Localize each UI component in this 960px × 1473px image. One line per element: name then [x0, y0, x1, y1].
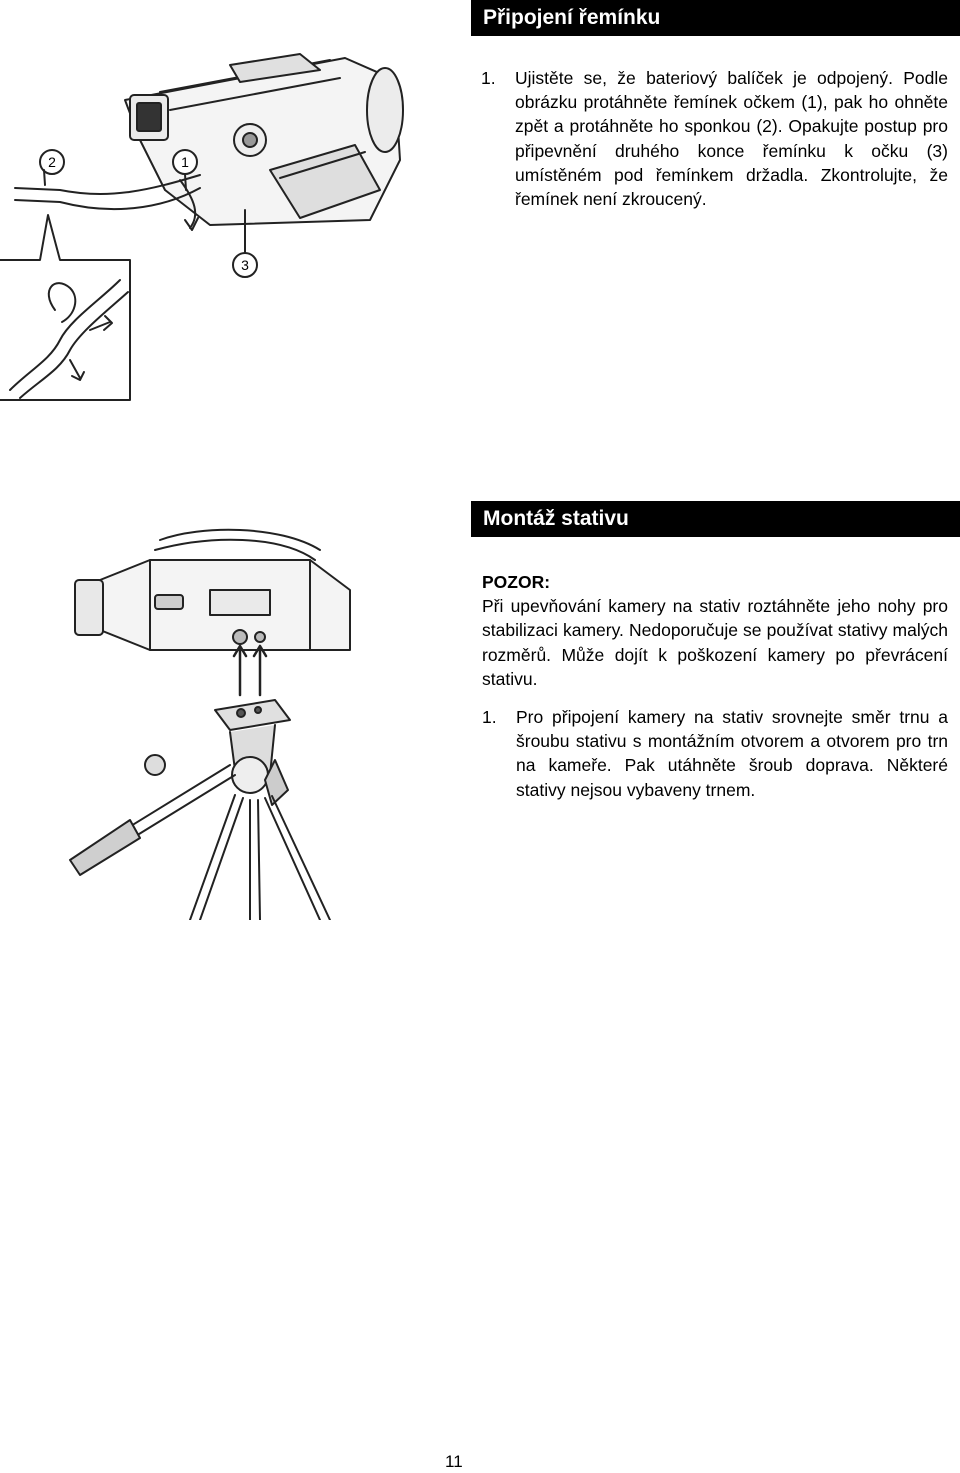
strap-step-number: 1.: [481, 68, 496, 88]
strap-attachment-illustration: [0, 40, 420, 410]
tripod-section-heading: Montáž stativu: [471, 501, 960, 537]
page-number: 11: [445, 1452, 463, 1471]
tripod-caution: [482, 570, 948, 691]
tripod-step-number: 1.: [482, 707, 497, 727]
tripod-mounting-illustration: [60, 520, 360, 920]
strap-step-1: [481, 66, 948, 211]
caution-text: Při upevňování kamery na stativ roztáhněte jeho nohy pro stabilizaci kamery. Nedoporučuje se používat stativy malých rozměrů. Může dojít k poškození kamery po převrácení stativu.: [482, 596, 948, 689]
callout-3: 3: [241, 257, 249, 273]
callout-2: 2: [48, 154, 56, 170]
strap-section-heading: Připojení řemínku: [471, 0, 960, 36]
tripod-step-text: Pro připojení kamery na stativ srovnejte směr trnu a šroubu stativu s montážním otvorem a otvorem pro trn na kameře. Pak utáhněte šroub doprava. Některé stativy nejsou vybaveny trnem.: [516, 707, 948, 800]
caution-label: POZOR:: [482, 572, 551, 592]
strap-step-text: Ujistěte se, že bateriový balíček je odpojený. Podle obrázku protáhněte řemínek očkem (1), pak ho ohněte zpět a protáhněte ho sponkou (2). Opakujte postup pro připevnění druhého konce řemínku k očku (3) umístěném pod řemínkem držadla. Zkontrolujte, že řemínek není zkroucený.: [515, 68, 948, 210]
callout-1: 1: [181, 154, 189, 170]
tripod-step-1: [482, 705, 948, 802]
